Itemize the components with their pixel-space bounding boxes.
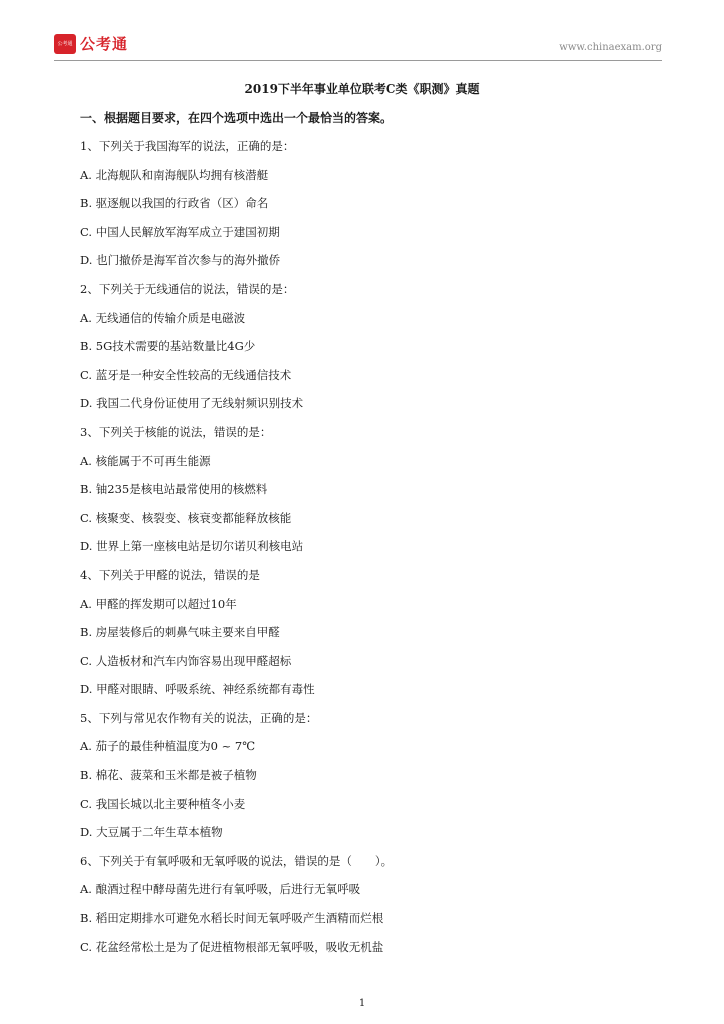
page-number: 1: [358, 998, 366, 1009]
option-line: C. 我国长城以北主要种植冬小麦: [80, 796, 246, 811]
option-line: D. 世界上第一座核电站是切尔诺贝利核电站: [80, 539, 304, 554]
option-line: A. 甲醛的挥发期可以超过10年: [80, 596, 237, 611]
option-line: C. 中国人民解放军海军成立于建国初期: [80, 224, 280, 239]
option-line: D. 大豆属于二年生草本植物: [80, 825, 223, 840]
header-divider: [54, 60, 662, 61]
option-line: B. 铀235是核电站最常使用的核燃料: [80, 482, 268, 497]
option-line: A. 北海舰队和南海舰队均拥有核潜艇: [80, 167, 269, 182]
option-line: A. 无线通信的传输介质是电磁波: [80, 310, 246, 325]
option-line: C. 核聚变、核裂变、核衰变都能释放核能: [80, 510, 292, 525]
page-header: [54, 34, 662, 58]
option-line: A. 茄子的最佳种植温度为0 ~ 7℃: [80, 739, 256, 754]
option-line: B. 稻田定期排水可避免水稻长时间无氧呼吸产生酒精而烂根: [80, 911, 384, 926]
option-line: A. 核能属于不可再生能源: [80, 453, 211, 468]
option-line: D. 甲醛对眼睛、呼吸系统、神经系统都有毒性: [80, 682, 315, 697]
question-line: 2、下列关于无线通信的说法，错误的是：: [80, 281, 295, 296]
logo-text: 公考通: [80, 35, 129, 53]
question-line: 5、下列与常见农作物有关的说法，正确的是：: [80, 710, 318, 725]
option-line: B. 棉花、菠菜和玉米都是被子植物: [80, 768, 257, 783]
question-list: [80, 138, 660, 967]
option-line: B. 驱逐舰以我国的行政省（区）命名: [80, 196, 269, 211]
option-line: C. 人造板材和汽车内饰容易出现甲醛超标: [80, 653, 292, 668]
document-title: 2019下半年事业单位联考C类《职测》真题: [244, 82, 480, 96]
option-line: B. 房屋装修后的刺鼻气味主要来自甲醛: [80, 625, 280, 640]
question-line: 3、下列关于核能的说法，错误的是：: [80, 424, 272, 439]
option-line: C. 蓝牙是一种安全性较高的无线通信技术: [80, 367, 292, 382]
option-line: D. 也门撤侨是海军首次参与的海外撤侨: [80, 253, 281, 268]
logo-icon: 公考通: [54, 34, 76, 54]
option-line: A. 酿酒过程中酵母菌先进行有氧呼吸，后进行无氧呼吸: [80, 882, 361, 897]
option-line: B. 5G技术需要的基站数量比4G少: [80, 339, 256, 354]
question-line: 1、下列关于我国海军的说法，正确的是：: [80, 139, 295, 153]
question-line: 4、下列关于甲醛的说法，错误的是: [80, 567, 260, 582]
option-line: C. 花盆经常松土是为了促进植物根部无氧呼吸，吸收无机盐: [80, 939, 384, 954]
option-line: D. 我国二代身份证使用了无线射频识别技术: [80, 396, 304, 411]
site-url: www.chinaexam.org: [559, 42, 662, 53]
question-line: 6、下列关于有氧呼吸和无氧呼吸的说法，错误的是（ ）。: [80, 853, 393, 868]
section-heading: 一、根据题目要求，在四个选项中选出一个最恰当的答案。: [80, 111, 393, 125]
